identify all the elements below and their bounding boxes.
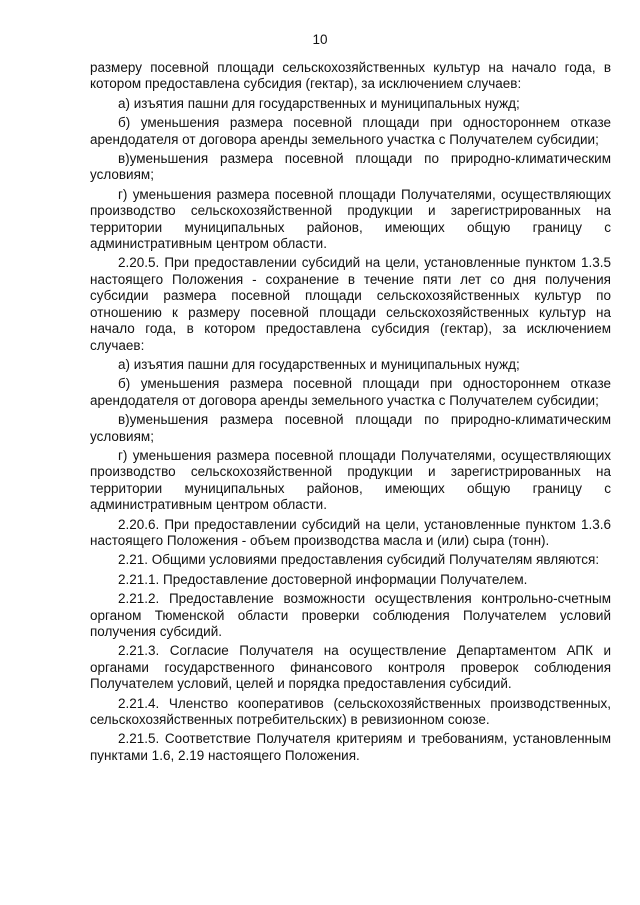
- document-body: [90, 60, 611, 767]
- paragraph: 2.20.5. При предоставлении субсидий на цели, установленные пунктом 1.3.5 настоящего Положения - сохранение в течение пяти лет со дня получения субсидии размера посевной площади сельскохозяйственных культур по отношению к размеру посевной площади сельскохозяйственных культур на начало года, в котором предоставлена субсидия (гектар), за исключением случаев:: [90, 255, 611, 353]
- paragraph: б) уменьшения размера посевной площади при одностороннем отказе арендодателя от договора аренды земельного участка с Получателем субсидии;: [90, 376, 611, 408]
- paragraph: в)уменьшения размера посевной площади по природно-климатическим условиям;: [90, 151, 611, 183]
- paragraph: а) изъятия пашни для государственных и муниципальных нужд;: [118, 356, 520, 372]
- page-number: 10: [312, 32, 328, 47]
- paragraph: 2.21.1. Предоставление достоверной информации Получателем.: [118, 571, 528, 587]
- paragraph: 2.21.4. Членство кооперативов (сельскохозяйственных производственных, сельскохозяйственных потребительских) в ревизионном союзе.: [90, 695, 611, 728]
- paragraph: 2.21. Общими условиями предоставления субсидий Получателям являются:: [118, 552, 600, 568]
- paragraph: в)уменьшения размера посевной площади по природно-климатическим условиям;: [90, 412, 611, 444]
- paragraph: г) уменьшения размера посевной площади Получателями, осуществляющих производство сельскохозяйственной продукции и зарегистрированных на территории муниципальных районов, имеющих общую границу с административным центром области.: [90, 186, 611, 252]
- paragraph: 2.21.2. Предоставление возможности осуществления контрольно-счетным органом Тюменской области проверки соблюдения Получателем условий получения субсидий.: [90, 591, 611, 639]
- paragraph: 2.21.5. Соответствие Получателя критериям и требованиям, установленным пунктами 1.6, 2.19 настоящего Положения.: [90, 731, 611, 763]
- paragraph: г) уменьшения размера посевной площади Получателями, осуществляющих производство сельскохозяйственной продукции и зарегистрированных на территории муниципальных районов, имеющих общую границу с административным центром области.: [90, 447, 611, 513]
- paragraph: 2.21.3. Согласие Получателя на осуществление Департаментом АПК и органами государственного финансового контроля проверок соблюдения Получателем условий, целей и порядка предоставления субсидий.: [90, 643, 611, 692]
- paragraph: размеру посевной площади сельскохозяйственных культур на начало года, в котором предоставлена субсидия (гектар), за исключением случаев:: [90, 60, 611, 92]
- paragraph: 2.20.6. При предоставлении субсидий на цели, установленные пунктом 1.3.6 настоящего Положения - объем производства масла и (или) сыра (тонн).: [90, 516, 611, 548]
- paragraph: а) изъятия пашни для государственных и муниципальных нужд;: [118, 95, 520, 111]
- paragraph: б) уменьшения размера посевной площади при одностороннем отказе арендодателя от договора аренды земельного участка с Получателем субсидии;: [90, 115, 611, 147]
